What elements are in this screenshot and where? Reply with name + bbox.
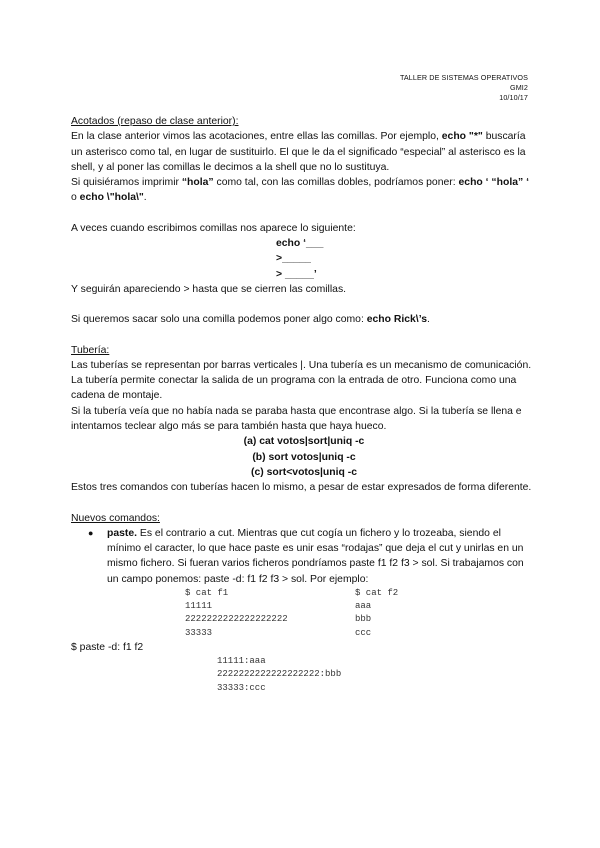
text: o: [71, 192, 80, 204]
cat-f1: [185, 587, 355, 640]
code-echo-escaped: echo \"hola\": [79, 192, 144, 204]
paste-description: Es el contrario a cut. Mientras que cut cogía un fichero y lo trozeaba, siendo el mínimo el caracter, lo que hace paste es unir esas “rodajas” que deja el cut y unirlas en un mismo fichero. Si fueran varios ficheros pondríamos paste f1 f2 f3 > sol. Si trabajamos con un campo ponemos: paste -d: f1 f2 f3 > sol. Por ejemplo:: [107, 527, 524, 585]
paste-command: $ paste -d: f1 f2: [71, 641, 144, 653]
list-item-paste: [71, 526, 537, 587]
cat-f2-line: ccc: [355, 627, 372, 638]
text: En la clase anterior vimos las acotaciones, entre ellas las comillas. Por ejemplo,: [71, 131, 442, 143]
document-body: [71, 114, 537, 695]
pipe-command-b: (b) sort votos|uniq -c: [252, 451, 356, 463]
group-code: GMI2: [510, 83, 528, 92]
acotados-paragraph-1: [71, 129, 537, 175]
cat-f2: [355, 587, 475, 640]
code-echo-single-quotes: echo ‘ “hola” ‘: [458, 177, 529, 189]
paste-output: [217, 655, 537, 695]
command-name-paste: paste.: [107, 527, 138, 539]
echo-example: [276, 236, 537, 282]
text: .: [426, 314, 430, 326]
cat-example: [185, 587, 537, 640]
tuberia-paragraph-1: Las tuberías se representan por barras verticales |. Una tubería es un mecanismo de comunicación. La tubería permite conectar la salida de un programa con la entrada de otro. Funciona como una cadena de montaje.: [71, 359, 532, 402]
cat-f2-command: $ cat f2: [355, 588, 399, 599]
text: Si quisiéramos imprimir: [71, 177, 182, 189]
text: Si queremos sacar solo una comilla podemos poner algo como:: [71, 314, 367, 326]
tuberia-paragraph-2: Si la tubería veía que no había nada se paraba hasta que encontrase algo. Si la tubería se llena e intentamos teclear algo más se para también hasta que haya hueco.: [71, 405, 522, 433]
text: buscaría un asterisco como tal, en lugar de sustituirlo. El que le da el significado “especial” al asterisco es la shell, y al poner las comillas le decimos a la shell que no lo sustituya.: [71, 131, 526, 173]
comillas-after: Y seguirán apareciendo > hasta que se cierren las comillas.: [71, 283, 347, 295]
document-date: 10/10/17: [499, 93, 528, 102]
cat-f1-line: 33333: [185, 627, 213, 638]
section-title-nuevos: Nuevos comandos:: [71, 512, 160, 524]
cat-f1-line: 2222222222222222222: [185, 614, 288, 625]
echo-line-2: >_____: [276, 253, 311, 265]
hola-quoted: “hola”: [181, 177, 214, 189]
section-title-acotados: Acotados (repaso de clase anterior):: [71, 116, 239, 127]
code-echo-asterisk: echo "*": [441, 131, 483, 143]
echo-line-3: > _____’: [276, 268, 317, 280]
document-header: [400, 73, 528, 103]
cat-f2-line: aaa: [355, 601, 372, 612]
comillas-intro: A veces cuando escribimos comillas nos aparece lo siguiente:: [71, 222, 356, 234]
course-title: TALLER DE SISTEMAS OPERATIVOS: [399, 73, 528, 82]
text: .: [143, 192, 147, 204]
section-title-tuberia: Tubería:: [71, 344, 110, 356]
tuberia-paragraph-3: Estos tres comandos con tuberías hacen lo mismo, a pesar de estar expresados de forma diferente.: [71, 482, 532, 494]
text: como tal, con las comillas dobles, podríamos poner:: [213, 177, 459, 189]
cat-f2-line: bbb: [355, 614, 372, 625]
paste-output-line: 11111:aaa: [217, 656, 266, 667]
cat-f1-line: 11111: [185, 601, 213, 612]
bullet-icon: ●: [88, 527, 94, 538]
paste-output-line: 2222222222222222222:bbb: [217, 669, 342, 680]
pipe-command-a: (a) cat votos|sort|uniq -c: [243, 436, 365, 448]
cat-f1-command: $ cat f1: [185, 588, 229, 599]
code-echo-rick: echo Rick\’s: [366, 314, 427, 326]
comillas-single: [71, 312, 537, 327]
paste-output-line: 33333:ccc: [217, 682, 266, 693]
acotados-paragraph-2: [71, 175, 537, 206]
echo-line-1: echo ‘___: [276, 238, 324, 250]
pipe-command-c: (c) sort<votos|uniq -c: [251, 466, 357, 478]
